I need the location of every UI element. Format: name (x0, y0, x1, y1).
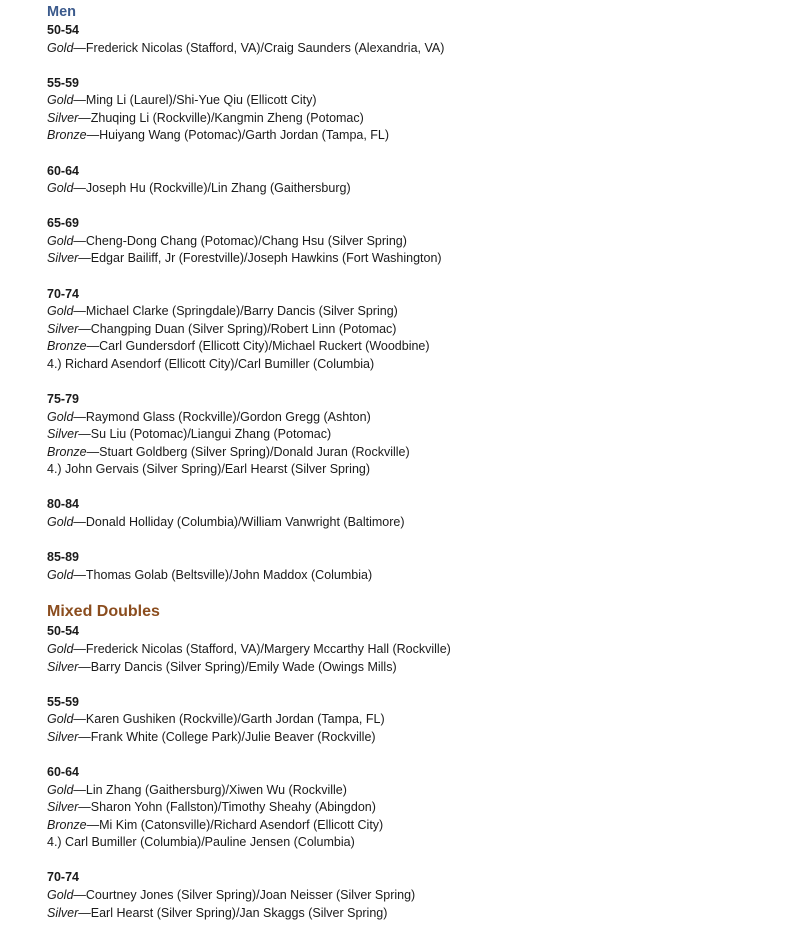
medal-label: Silver (47, 800, 79, 815)
medal-label: Silver (47, 905, 79, 920)
result-entry (47, 338, 787, 356)
medal-label: Silver (47, 110, 79, 125)
result-names: 4.) John Gervais (Silver Spring)/Earl Hearst (Silver Spring) (47, 462, 371, 477)
result-names: —Huiyang Wang (Potomac)/Garth Jordan (Tampa, FL) (86, 128, 390, 143)
age-group-label: 70-74 (47, 286, 79, 301)
medal-label: Gold (47, 409, 74, 424)
result-names: —Earl Hearst (Silver Spring)/Jan Skaggs (Silver Spring) (78, 905, 388, 920)
age-group-label: 50-54 (47, 23, 79, 37)
age-group (47, 163, 787, 198)
medal-label: Gold (47, 712, 74, 727)
medal-label: Gold (47, 233, 74, 248)
result-entry (47, 321, 787, 339)
result-entry (47, 356, 787, 374)
section-body (47, 623, 787, 922)
result-entry (47, 659, 787, 677)
result-names: —Cheng-Dong Chang (Potomac)/Chang Hsu (Silver Spring) (73, 233, 407, 248)
result-entry (47, 444, 787, 462)
age-group-label: 50-54 (47, 624, 79, 639)
result-names: —Lin Zhang (Gaithersburg)/Xiwen Wu (Rockville) (73, 782, 347, 797)
section-heading: Men (47, 4, 76, 20)
age-group-label: 75-79 (47, 392, 79, 406)
result-names: —Courtney Jones (Silver Spring)/Joan Neisser (Silver Spring) (73, 887, 416, 902)
result-names: —Frederick Nicolas (Stafford, VA)/Margery Mccarthy Hall (Rockville) (73, 641, 451, 656)
result-entry (47, 40, 787, 58)
result-entry (47, 729, 787, 747)
medal-label: Silver (47, 659, 79, 674)
age-group (47, 391, 787, 479)
medal-label: Gold (47, 641, 74, 656)
result-entry (47, 817, 787, 835)
medal-label: Gold (47, 40, 74, 55)
age-group-label: 85-89 (47, 550, 79, 565)
age-group (47, 869, 787, 922)
medal-label: Bronze (47, 817, 87, 832)
medal-label: Bronze (47, 444, 87, 459)
result-names: —Carl Gundersdorf (Ellicott City)/Michael Ruckert (Woodbine) (86, 339, 430, 354)
result-entry (47, 834, 787, 852)
result-entry (47, 567, 787, 585)
results-document (47, 2, 787, 922)
age-group-label: 60-64 (47, 764, 79, 779)
medal-label: Gold (47, 304, 74, 319)
result-names: —Zhuqing Li (Rockville)/Kangmin Zheng (Potomac) (78, 110, 364, 125)
medal-label: Bronze (47, 339, 87, 354)
medal-label: Gold (47, 567, 74, 582)
result-entry (47, 180, 787, 198)
medal-label: Silver (47, 427, 79, 442)
age-group-label: 80-84 (47, 497, 79, 512)
medal-label: Bronze (47, 128, 87, 143)
result-entry (47, 461, 787, 479)
medal-label: Gold (47, 782, 74, 797)
age-group (47, 286, 787, 374)
result-names: —Ming Li (Laurel)/Shi-Yue Qiu (Ellicott City) (73, 93, 317, 108)
result-names: —Joseph Hu (Rockville)/Lin Zhang (Gaithersburg) (73, 181, 351, 196)
result-entry (47, 905, 787, 923)
result-entry (47, 641, 787, 659)
medal-label: Silver (47, 321, 79, 336)
result-entry (47, 250, 787, 268)
result-names: —Changping Duan (Silver Spring)/Robert Linn (Potomac) (78, 321, 397, 336)
result-entry (47, 514, 787, 532)
age-group (47, 496, 787, 531)
age-group-label: 60-64 (47, 163, 79, 178)
result-entry (47, 409, 787, 427)
result-names: —Barry Dancis (Silver Spring)/Emily Wade (Owings Mills) (78, 659, 397, 674)
age-group-label: 70-74 (47, 870, 79, 885)
age-group (47, 549, 787, 584)
result-names: —Frank White (College Park)/Julie Beaver (Rockville) (78, 729, 376, 744)
result-entry (47, 92, 787, 110)
age-group (47, 22, 787, 57)
result-names: —Raymond Glass (Rockville)/Gordon Gregg (Ashton) (73, 409, 371, 424)
section-heading: Mixed Doubles (47, 603, 160, 621)
result-names: —Frederick Nicolas (Stafford, VA)/Craig Saunders (Alexandria, VA) (73, 40, 445, 55)
age-group (47, 623, 787, 676)
result-names: —Karen Gushiken (Rockville)/Garth Jordan (Tampa, FL) (73, 712, 385, 727)
result-names: —Michael Clarke (Springdale)/Barry Dancis (Silver Spring) (73, 304, 398, 319)
section-body (47, 22, 787, 584)
result-entry (47, 782, 787, 800)
result-entry (47, 711, 787, 729)
result-names: —Mi Kim (Catonsville)/Richard Asendorf (Ellicott City) (86, 817, 384, 832)
result-entry (47, 426, 787, 444)
medal-label: Gold (47, 181, 74, 196)
medal-label: Gold (47, 93, 74, 108)
medal-label: Silver (47, 729, 79, 744)
age-group (47, 215, 787, 268)
result-names: —Edgar Bailiff, Jr (Forestville)/Joseph Hawkins (Fort Washington) (78, 251, 442, 266)
result-entry (47, 127, 787, 145)
medal-label: Gold (47, 515, 74, 530)
result-names: —Stuart Goldberg (Silver Spring)/Donald Juran (Rockville) (86, 444, 410, 459)
result-names: —Sharon Yohn (Fallston)/Timothy Sheahy (Abingdon) (78, 800, 376, 815)
result-entry (47, 110, 787, 128)
result-names: —Thomas Golab (Beltsville)/John Maddox (Columbia) (73, 567, 373, 582)
medal-label: Silver (47, 251, 79, 266)
result-names: 4.) Richard Asendorf (Ellicott City)/Carl Bumiller (Columbia) (47, 356, 375, 371)
age-group-label: 65-69 (47, 216, 79, 231)
age-group-label: 55-59 (47, 694, 79, 709)
result-names: —Donald Holliday (Columbia)/William Vanwright (Baltimore) (73, 515, 405, 530)
result-entry (47, 233, 787, 251)
result-names: —Su Liu (Potomac)/Liangui Zhang (Potomac) (78, 427, 332, 442)
medal-label: Gold (47, 887, 74, 902)
age-group (47, 694, 787, 747)
result-names: 4.) Carl Bumiller (Columbia)/Pauline Jensen (Columbia) (47, 835, 355, 850)
age-group (47, 75, 787, 145)
age-group-label: 55-59 (47, 75, 79, 90)
result-entry (47, 887, 787, 905)
result-entry (47, 799, 787, 817)
result-entry (47, 303, 787, 321)
age-group (47, 764, 787, 852)
